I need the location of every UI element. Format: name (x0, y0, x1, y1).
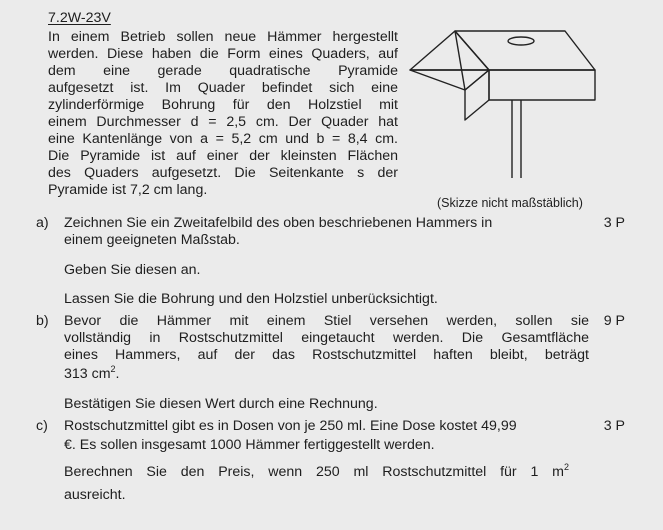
part-a-label: a) (36, 215, 49, 231)
part-b-line: vollständig in Rostschutzmittel eingetaucht werden. Die Gesamtfläche (64, 330, 589, 346)
part-c-label: c) (36, 418, 48, 434)
intro-line: werden. Diese haben die Form eines Quaders, auf (48, 46, 398, 62)
part-b-label: b) (36, 313, 49, 329)
part-c-line-text: Berechnen Sie den Preis, wenn 250 ml Rostschutzmittel für 1 m (64, 464, 564, 480)
drill-hole (508, 37, 534, 45)
area-exponent: 2 (110, 364, 116, 374)
task-id: 7.2W-23V (48, 10, 111, 26)
part-c-points: 3 P (603, 418, 625, 434)
intro-line: In einem Betrieb sollen neue Hämmer hergestellt (48, 29, 398, 45)
part-b-line: eines Hammers, auf der das Rostschutzmittel haften bleibt, beträgt (64, 347, 589, 363)
area-value-number: 313 cm (64, 366, 111, 382)
part-b-points: 9 P (603, 313, 625, 329)
intro-line: dem eine gerade quadratische Pyramide (48, 63, 398, 79)
part-a-line: Lassen Sie die Bohrung und den Holzstiel unberücksichtigt. (64, 291, 438, 307)
intro-line: Pyramide ist 7,2 cm lang. (48, 182, 208, 198)
cuboid-front-face (489, 70, 595, 100)
pyramid-side-face (410, 31, 489, 70)
intro-line: des Quaders aufgesetzt. Die Seitenkante s der (48, 165, 398, 181)
intro-line: Die Pyramide ist auf einer der kleinsten Flächen (48, 148, 398, 164)
intro-line: einem Durchmesser d = 2,5 cm. Der Quader hat (48, 114, 398, 130)
area-value (64, 366, 120, 383)
part-b-line: Bevor die Hämmer mit einem Stiel versehen werden, sollen sie (64, 313, 589, 329)
sketch-caption: (Skizze nicht maßstäblich) (437, 196, 583, 210)
part-c-line: ausreicht. (64, 487, 126, 503)
intro-line: eine Kantenlänge von a = 5,2 cm und b = 8,4 cm. (48, 131, 398, 147)
cuboid-end-face (465, 70, 489, 120)
part-c-line: €. Es sollen insgesamt 1000 Hämmer fertiggestellt werden. (64, 437, 435, 453)
unit-exponent: 2 (563, 462, 569, 472)
part-a-points: 3 P (603, 215, 625, 231)
part-a-line: einem geeigneten Maßstab. (64, 232, 240, 248)
part-a-line: Zeichnen Sie ein Zweitafelbild des oben beschriebenen Hammers in (64, 215, 493, 231)
part-c-line: Rostschutzmittel gibt es in Dosen von je 250 ml. Eine Dose kostet 49,99 (64, 418, 517, 434)
part-b-line: Bestätigen Sie diesen Wert durch eine Rechnung. (64, 396, 378, 412)
part-c-line (64, 464, 569, 481)
part-a-line: Geben Sie diesen an. (64, 262, 201, 278)
intro-line: aufgesetzt ist. Im Quader befindet sich eine (48, 80, 398, 96)
area-period: . (115, 366, 120, 382)
intro-line: zylinderförmige Bohrung für den Holzstiel mit (48, 97, 398, 113)
